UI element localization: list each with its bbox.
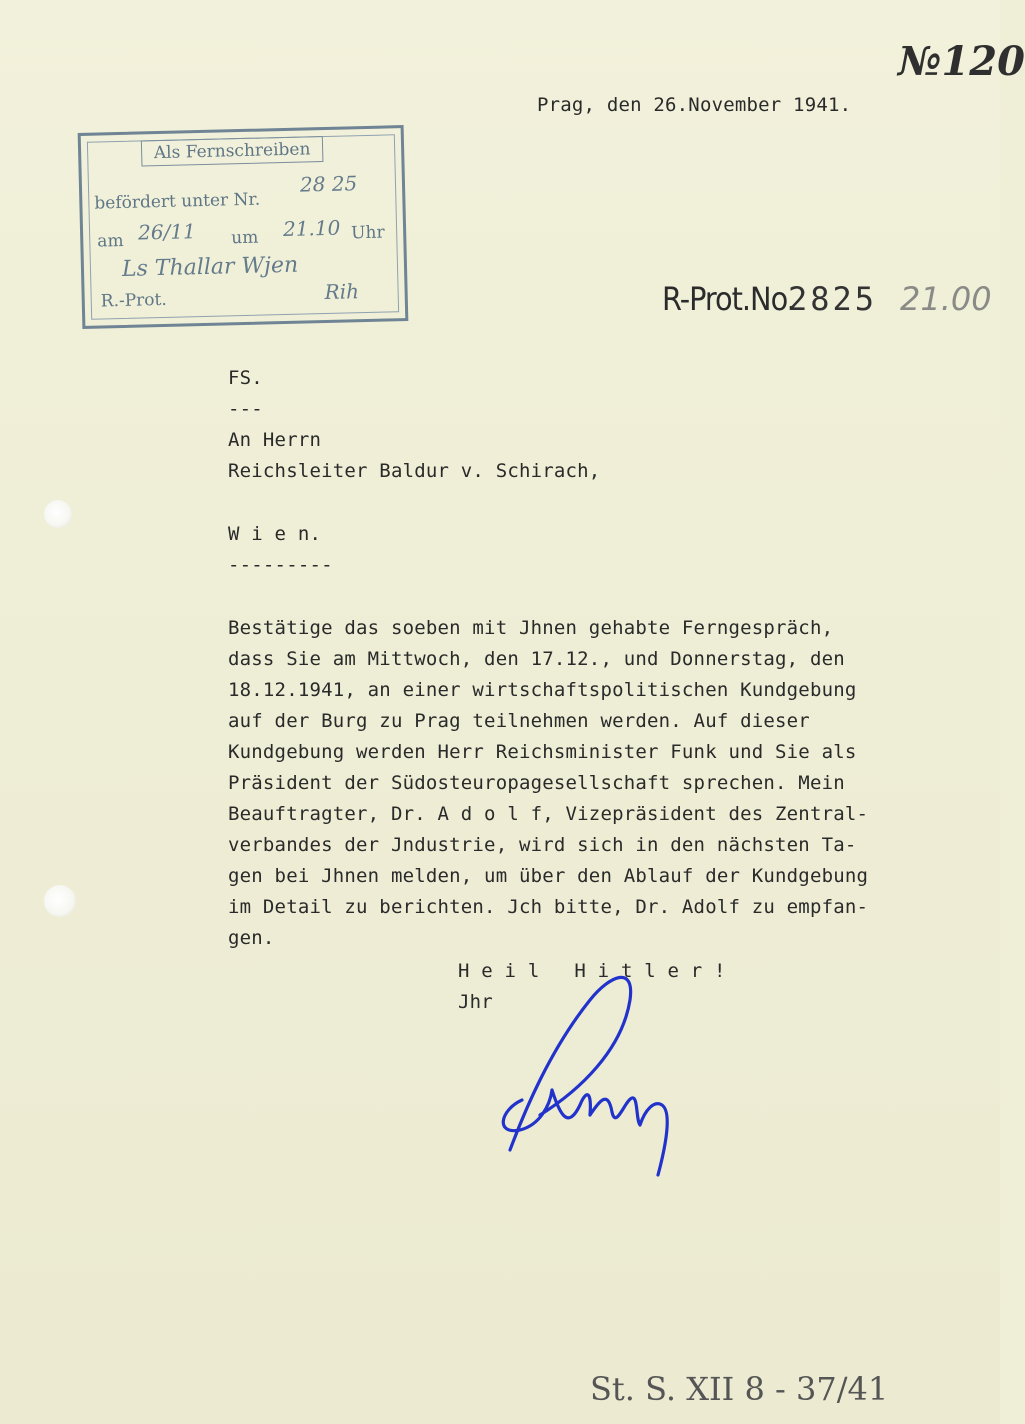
closing-jhr: Jhr <box>458 991 493 1013</box>
stamp-line2-time: 21.10 <box>282 215 341 242</box>
body-line: Beauftragter, Dr. A d o l f, Vizepräsident des Zentral- <box>228 803 869 825</box>
stamp-line4-label: R.-Prot. <box>100 289 167 312</box>
punch-hole-top <box>44 500 72 528</box>
body-line: gen bei Jhnen melden, um über den Ablauf der Kundgebung <box>228 865 869 887</box>
fs-marker: FS. <box>228 367 263 389</box>
stamp-line1-label: befördert unter Nr. <box>94 189 261 214</box>
place-date: Prag, den 26.November 1941. <box>537 94 852 116</box>
stamp-line4-hand: Rih <box>324 279 360 305</box>
protocol-time: 21.00 <box>900 280 992 318</box>
corner-number: №120 <box>898 38 1025 85</box>
punch-hole-bottom <box>44 885 76 917</box>
signature-icon <box>440 940 700 1180</box>
body-line: dass Sie am Mittwoch, den 17.12., und Donnerstag, den <box>228 648 845 670</box>
archive-reference: St. S. XII 8 - 37/41 <box>590 1370 889 1408</box>
stamp-line2-um: um <box>231 227 259 249</box>
protocol-label: R-Prot.No. <box>662 280 795 318</box>
stamp-line3-hand: Ls Thallar Wjen <box>121 252 299 282</box>
stamp-title: Als Fernschreiben <box>141 136 324 166</box>
protocol-number: 2825 <box>788 280 878 318</box>
stamp-line2-uhr: Uhr <box>350 222 385 244</box>
stamp-line2-date: 26/11 <box>137 219 197 245</box>
body-line: 18.12.1941, an einer wirtschaftspolitischen Kundgebung <box>228 679 857 701</box>
city-rule: --------- <box>228 554 333 576</box>
addressee-line-2: Reichsleiter Baldur v. Schirach, <box>228 460 601 482</box>
addressee-line-1: An Herrn <box>228 429 322 451</box>
stamp-line1-value: 28 25 <box>299 171 358 197</box>
body-line: Kundgebung werden Herr Reichsminister Funk und Sie als <box>228 741 857 763</box>
telex-stamp <box>78 125 409 329</box>
body-line: verbandes der Jndustrie, wird sich in den nächsten Ta- <box>228 834 857 856</box>
city: W i e n. <box>228 523 322 545</box>
closing-salutation: H e i l H i t l e r ! <box>458 960 726 982</box>
fs-rule: --- <box>228 398 263 420</box>
body-line: Bestätige das soeben mit Jhnen gehabte Ferngespräch, <box>228 617 834 639</box>
body-line: gen. <box>228 927 275 949</box>
body-line: im Detail zu berichten. Jch bitte, Dr. Adolf zu empfan- <box>228 896 869 918</box>
body-line: Präsident der Südosteuropagesellschaft sprechen. Mein <box>228 772 845 794</box>
stamp-line2-am: am <box>97 230 124 252</box>
body-line: auf der Burg zu Prag teilnehmen werden. Auf dieser <box>228 710 810 732</box>
